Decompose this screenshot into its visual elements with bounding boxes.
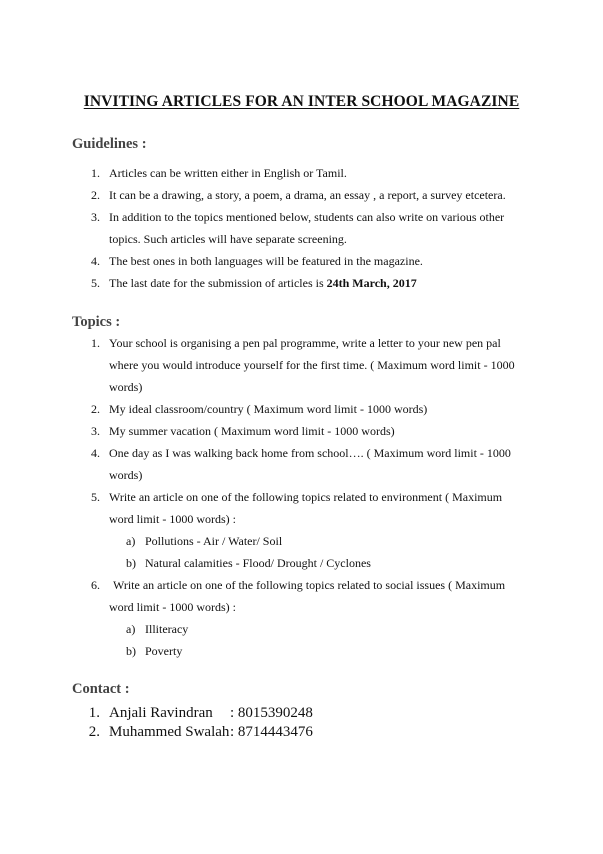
topics-heading: Topics : [72, 314, 121, 330]
subtopic-text: Poverty [145, 644, 183, 658]
topic-text-continued: word limit - 1000 words) : [109, 600, 236, 614]
topic-text-continued: words) [109, 380, 143, 394]
guideline-text-continued: topics. Such articles will have separate screening. [109, 232, 347, 246]
contact-name: Muhammed Swalah [109, 724, 230, 740]
guideline-number: 1. [91, 166, 100, 180]
subtopic-label: b) [126, 644, 136, 658]
topic-number: 5. [91, 490, 100, 504]
topic-number: 3. [91, 424, 100, 438]
topic-text-continued: where you would introduce yourself for the first time. ( Maximum word limit - 1000 [109, 358, 515, 372]
deadline-date: 24th March, 2017 [326, 276, 417, 290]
topic-text: Write an article on one of the following topics related to social issues ( Maximum [113, 578, 506, 592]
topic-number: 2. [91, 402, 100, 416]
topic-number: 6. [91, 578, 100, 592]
contact-name: Anjali Ravindran [109, 705, 213, 721]
topic-number: 4. [91, 446, 100, 460]
contact-phone: : 8714443476 [230, 724, 313, 740]
subtopic-label: a) [126, 534, 136, 548]
guidelines-heading: Guidelines : [72, 136, 147, 152]
topic-text-continued: words) [109, 468, 143, 482]
topic-text: My ideal classroom/country ( Maximum word limit - 1000 words) [109, 402, 428, 416]
subtopic-text: Natural calamities - Flood/ Drought / Cyclones [145, 556, 371, 570]
guideline-text: Articles can be written either in English or Tamil. [109, 166, 347, 180]
topic-text: My summer vacation ( Maximum word limit - 1000 words) [109, 424, 395, 438]
topic-number: 1. [91, 336, 100, 350]
guideline-number: 4. [91, 254, 100, 268]
topic-text: One day as I was walking back home from school…. ( Maximum word limit - 1000 [109, 446, 511, 460]
page-title: INVITING ARTICLES FOR AN INTER SCHOOL MAGAZINE [83, 93, 520, 110]
topic-text-continued: word limit - 1000 words) : [109, 512, 236, 526]
topic-text: Your school is organising a pen pal programme, write a letter to your new pen pal [109, 336, 501, 350]
topic-text: Write an article on one of the following topics related to environment ( Maximum [109, 490, 503, 504]
contact-number: 2. [88, 724, 100, 740]
guideline-text: It can be a drawing, a story, a poem, a drama, an essay , a report, a survey etcetera. [109, 188, 506, 202]
contact-number: 1. [88, 705, 100, 721]
subtopic-text: Pollutions - Air / Water/ Soil [145, 534, 283, 548]
contact-phone: : 8015390248 [230, 705, 313, 721]
subtopic-label: a) [126, 622, 136, 636]
guideline-text [109, 276, 417, 290]
guideline-text: In addition to the topics mentioned below, students can also write on various other [109, 210, 505, 224]
subtopic-text: Illiteracy [145, 622, 189, 636]
subtopic-label: b) [126, 556, 136, 570]
guideline-number: 2. [91, 188, 100, 202]
guideline-number: 5. [91, 276, 100, 290]
guideline-number: 3. [91, 210, 100, 224]
contact-heading: Contact : [72, 681, 130, 697]
deadline-text: The last date for the submission of articles is [109, 276, 327, 290]
guideline-text: The best ones in both languages will be featured in the magazine. [109, 254, 423, 268]
